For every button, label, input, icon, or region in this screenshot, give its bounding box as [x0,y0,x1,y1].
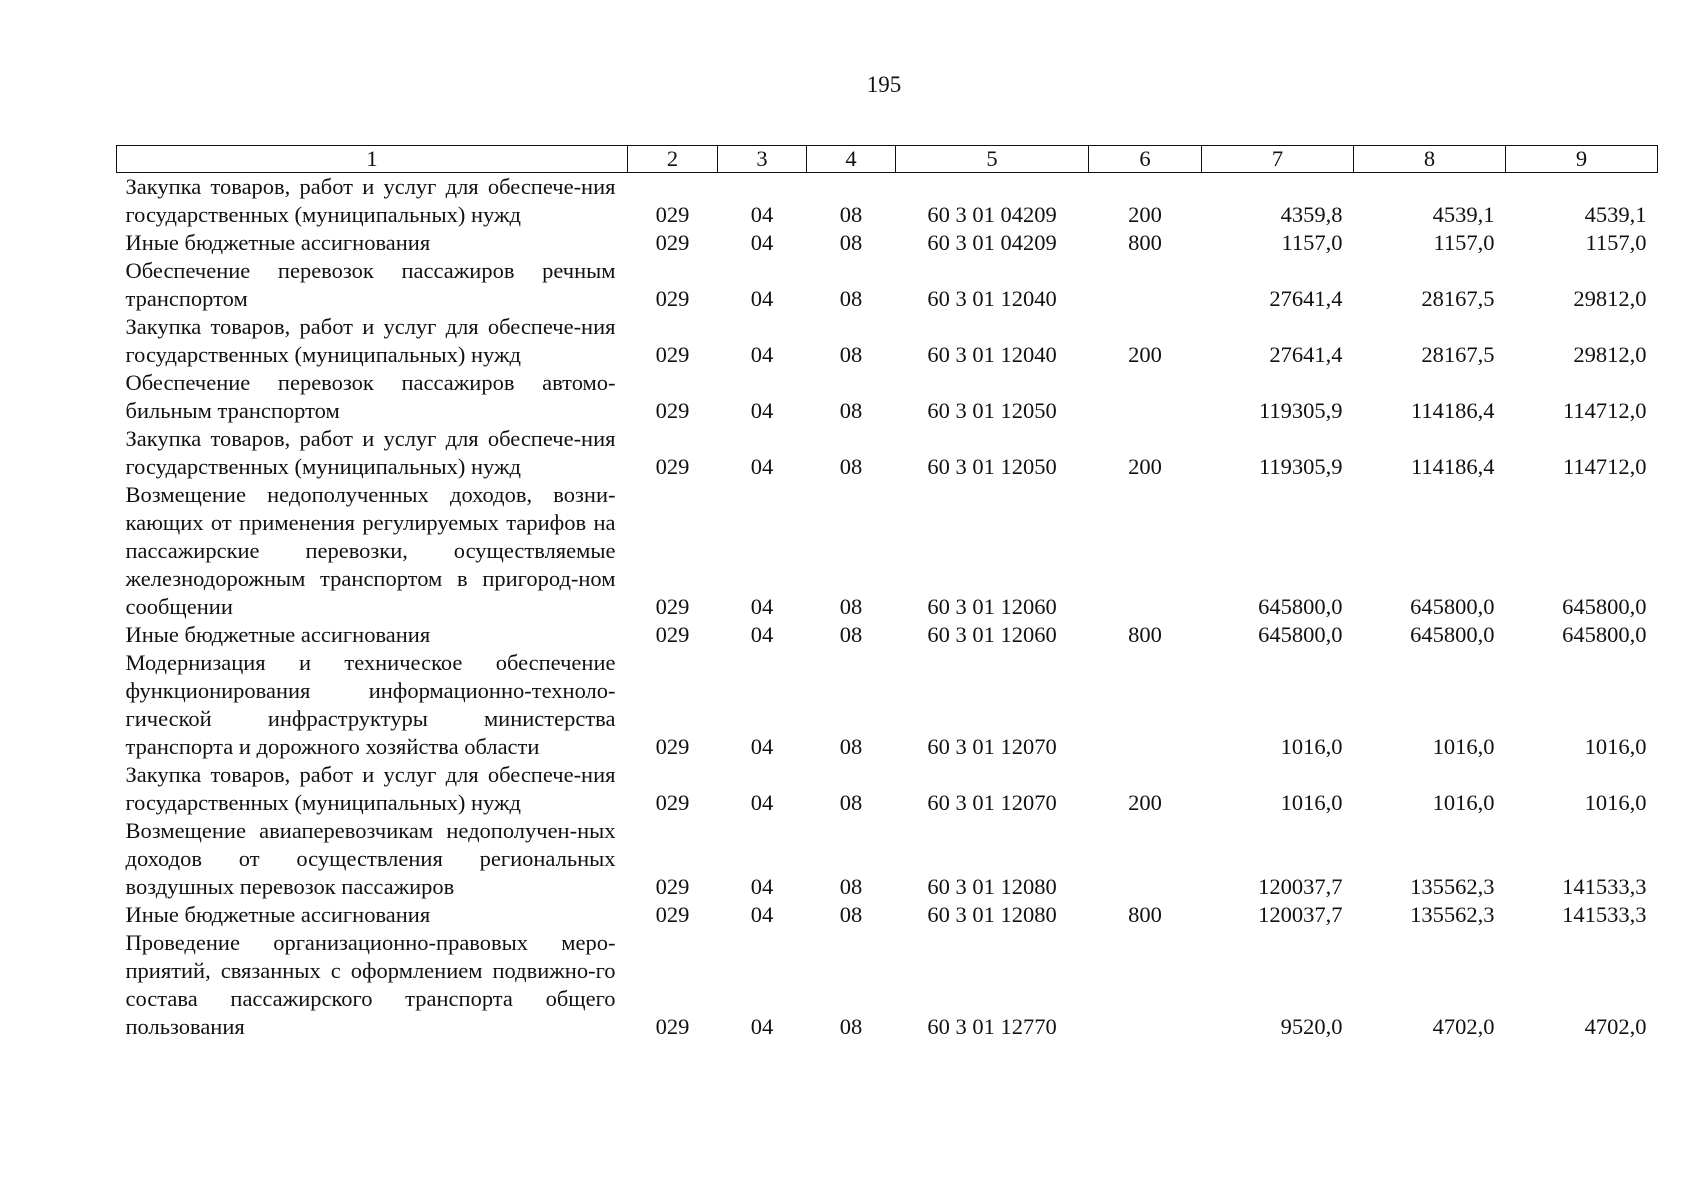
expense-type-code: 800 [1128,622,1162,647]
amount-col-7: 120037,7 [1258,874,1343,899]
section-code: 04 [750,202,774,227]
expense-item-name: Закупка товаров, работ и услуг для обеспече-ния государственных (муниципальных) нужд [125,314,616,367]
subsection-code: 08 [839,874,863,899]
amount-col-9: 645800,0 [1562,594,1647,619]
table-row [117,817,1658,901]
amount-col-7: 27641,4 [1269,342,1343,367]
expense-item-name: Обеспечение перевозок пассажиров речным транспортом [125,258,616,311]
expense-item-name: Проведение организационно-правовых меро-приятий, связанных с оформлением подвижно-го состава пассажирского транспорта общего пользования [125,930,616,1039]
target-article-code: 60 3 01 12050 [927,398,1057,423]
section-code: 04 [750,902,774,927]
target-article-code: 60 3 01 12060 [927,594,1057,619]
target-article-code: 60 3 01 12770 [927,1014,1057,1039]
amount-col-7: 9520,0 [1280,1014,1343,1039]
target-article-code: 60 3 01 12070 [927,790,1057,815]
subsection-code: 08 [839,202,863,227]
amount-col-7: 1157,0 [1281,230,1343,255]
section-code: 04 [750,594,774,619]
ministry-code: 029 [655,1014,690,1039]
ministry-code: 029 [655,902,690,927]
subsection-code: 08 [839,230,863,255]
expense-item-name: Возмещение авиаперевозчикам недополучен-ных доходов от осуществления региональных воздушных перевозок пассажиров [125,818,616,899]
expense-type-code [1089,649,1202,761]
expense-type-code: 200 [1128,202,1162,227]
column-header: 3 [718,146,807,173]
expense-item-name: Иные бюджетные ассигнования [125,230,431,255]
target-article-code: 60 3 01 04209 [927,230,1057,255]
expense-item-name: Закупка товаров, работ и услуг для обеспече-ния государственных (муниципальных) нужд [125,762,616,815]
column-header: 7 [1202,146,1354,173]
amount-col-9: 29812,0 [1573,286,1647,311]
expense-item-name: Возмещение недополученных доходов, возни-кающих от применения регулируемых тарифов на пассажирские перевозки, осуществляемые железнодорожным транспортом в пригород-ном сообщении [125,482,616,619]
section-code: 04 [750,398,774,423]
amount-col-8: 28167,5 [1421,286,1495,311]
table-header-row [117,146,1658,173]
expense-type-code: 800 [1128,230,1162,255]
column-header: 9 [1506,146,1658,173]
expense-item-name: Иные бюджетные ассигнования [125,622,431,647]
amount-col-8: 645800,0 [1410,594,1495,619]
section-code: 04 [750,734,774,759]
expense-type-code [1089,929,1202,1041]
ministry-code: 029 [655,230,690,255]
budget-table [116,145,1658,1041]
column-header: 8 [1354,146,1506,173]
table-row [117,369,1658,425]
expense-type-code: 200 [1128,454,1162,479]
subsection-code: 08 [839,790,863,815]
column-header: 1 [117,146,628,173]
column-header: 5 [896,146,1089,173]
target-article-code: 60 3 01 04209 [927,202,1057,227]
section-code: 04 [750,454,774,479]
expense-item-name: Закупка товаров, работ и услуг для обеспече-ния государственных (муниципальных) нужд [125,174,616,227]
target-article-code: 60 3 01 12070 [927,734,1057,759]
subsection-code: 08 [839,1014,863,1039]
amount-col-9: 1016,0 [1584,790,1647,815]
table-row [117,761,1658,817]
section-code: 04 [750,342,774,367]
expense-type-code: 200 [1128,790,1162,815]
amount-col-8: 4702,0 [1432,1014,1495,1039]
amount-col-8: 135562,3 [1410,874,1495,899]
column-header: 6 [1089,146,1202,173]
ministry-code: 029 [655,622,690,647]
expense-item-name: Обеспечение перевозок пассажиров автомо-бильным транспортом [125,370,616,423]
ministry-code: 029 [655,286,690,311]
table-row [117,621,1658,649]
amount-col-9: 141533,3 [1562,874,1647,899]
subsection-code: 08 [839,902,863,927]
amount-col-8: 4539,1 [1432,202,1495,227]
section-code: 04 [750,622,774,647]
amount-col-9: 1016,0 [1584,734,1647,759]
table-row [117,257,1658,313]
amount-col-7: 1016,0 [1280,734,1343,759]
amount-col-8: 114186,4 [1410,454,1495,479]
amount-col-8: 1016,0 [1432,790,1495,815]
table-row [117,649,1658,761]
expense-type-code: 200 [1128,342,1162,367]
amount-col-7: 645800,0 [1258,594,1343,619]
amount-col-9: 4539,1 [1584,202,1647,227]
expense-type-code [1089,481,1202,621]
amount-col-9: 114712,0 [1562,454,1647,479]
column-header: 2 [628,146,718,173]
expense-item-name: Закупка товаров, работ и услуг для обеспече-ния государственных (муниципальных) нужд [125,426,616,479]
table-row [117,929,1658,1041]
amount-col-9: 1157,0 [1585,230,1647,255]
subsection-code: 08 [839,622,863,647]
ministry-code: 029 [655,874,690,899]
amount-col-8: 114186,4 [1410,398,1495,423]
table-row [117,425,1658,481]
subsection-code: 08 [839,398,863,423]
amount-col-7: 27641,4 [1269,286,1343,311]
amount-col-7: 119305,9 [1258,398,1343,423]
expense-type-code [1089,817,1202,901]
table-row [117,901,1658,929]
ministry-code: 029 [655,202,690,227]
amount-col-8: 135562,3 [1410,902,1495,927]
table-row [117,481,1658,621]
amount-col-9: 29812,0 [1573,342,1647,367]
amount-col-8: 1016,0 [1432,734,1495,759]
expense-item-name: Модернизация и техническое обеспечение функционирования информационно-техноло-гической инфраструктуры министерства транспорта и дорожного хозяйства области [125,650,616,759]
target-article-code: 60 3 01 12040 [927,342,1057,367]
section-code: 04 [750,1014,774,1039]
subsection-code: 08 [839,454,863,479]
amount-col-7: 1016,0 [1280,790,1343,815]
expense-type-code [1089,257,1202,313]
ministry-code: 029 [655,342,690,367]
amount-col-7: 120037,7 [1258,902,1343,927]
expense-type-code [1089,369,1202,425]
ministry-code: 029 [655,594,690,619]
section-code: 04 [750,790,774,815]
target-article-code: 60 3 01 12050 [927,454,1057,479]
subsection-code: 08 [839,286,863,311]
target-article-code: 60 3 01 12060 [927,622,1057,647]
section-code: 04 [750,286,774,311]
subsection-code: 08 [839,734,863,759]
target-article-code: 60 3 01 12040 [927,286,1057,311]
ministry-code: 029 [655,790,690,815]
amount-col-7: 119305,9 [1258,454,1343,479]
column-header: 4 [807,146,896,173]
section-code: 04 [750,230,774,255]
expense-item-name: Иные бюджетные ассигнования [125,902,431,927]
amount-col-9: 114712,0 [1562,398,1647,423]
ministry-code: 029 [655,454,690,479]
amount-col-9: 645800,0 [1562,622,1647,647]
amount-col-8: 645800,0 [1410,622,1495,647]
amount-col-7: 645800,0 [1258,622,1343,647]
subsection-code: 08 [839,594,863,619]
expense-type-code: 800 [1128,902,1162,927]
subsection-code: 08 [839,342,863,367]
amount-col-9: 141533,3 [1562,902,1647,927]
amount-col-8: 1157,0 [1433,230,1495,255]
amount-col-8: 28167,5 [1421,342,1495,367]
ministry-code: 029 [655,398,690,423]
amount-col-7: 4359,8 [1280,202,1343,227]
table-row [117,229,1658,257]
table-row [117,173,1658,230]
section-code: 04 [750,874,774,899]
ministry-code: 029 [655,734,690,759]
target-article-code: 60 3 01 12080 [927,874,1057,899]
table-row [117,313,1658,369]
page-number: 195 [866,72,902,97]
amount-col-9: 4702,0 [1584,1014,1647,1039]
target-article-code: 60 3 01 12080 [927,902,1057,927]
